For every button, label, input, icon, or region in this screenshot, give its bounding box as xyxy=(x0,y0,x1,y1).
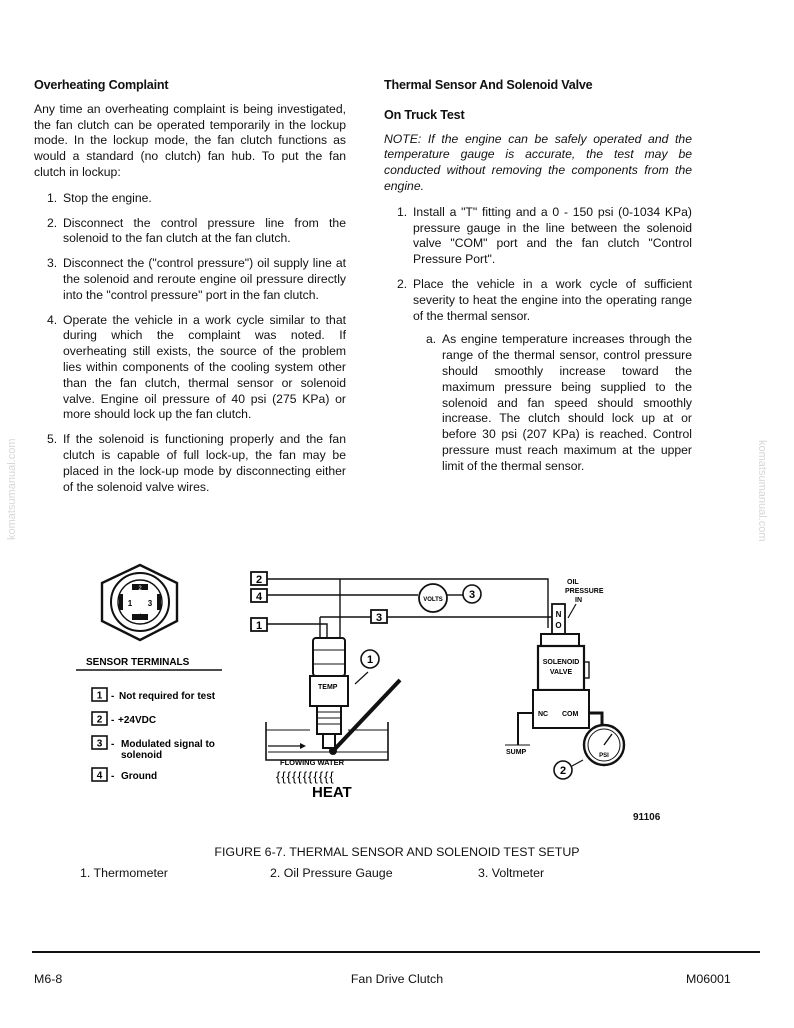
nc-label: NC xyxy=(538,711,549,718)
terminal-2-text: +24VDC xyxy=(118,715,157,726)
svg-text:-: - xyxy=(111,739,115,750)
step-text: Disconnect the ("control pressure") oil supply line at the solenoid and reroute engine oil pressure directly into the "control pressure" port in the fan clutch. xyxy=(63,256,346,302)
list-item xyxy=(34,313,346,424)
oil-label: OIL xyxy=(567,579,579,586)
callout-2: 2 xyxy=(559,765,567,777)
sump-label: SUMP xyxy=(506,749,527,756)
test-setup-diagram xyxy=(0,555,794,815)
list-item xyxy=(34,216,346,248)
step-number: 2. xyxy=(397,276,408,291)
terminal-3-text: Modulated signal to xyxy=(121,739,215,750)
step-number: 5. xyxy=(47,432,58,447)
list-item xyxy=(384,205,692,268)
pressure-label: PRESSURE xyxy=(565,588,604,595)
footer-page-number: M6-8 xyxy=(34,972,63,986)
thermal-sensor xyxy=(310,638,348,748)
heat-label: HEAT xyxy=(312,784,352,801)
lockup-steps-list xyxy=(34,191,346,496)
terminal-box-4: 4 xyxy=(96,770,103,782)
legend-item-thermometer: 1. Thermometer xyxy=(80,866,168,880)
watermark-right: komatsumanual.com xyxy=(756,440,768,542)
note-paragraph: NOTE: If the engine can be safely operated and the temperature gauge is accurate, the test may be conducted without removing the components from the engine. xyxy=(384,131,692,193)
wire-labels xyxy=(251,572,387,632)
step-number: 2. xyxy=(47,215,58,230)
legend-item-pressure-gauge: 2. Oil Pressure Gauge xyxy=(270,866,393,880)
solenoid-label: SOLENOID xyxy=(542,659,580,666)
list-item xyxy=(34,256,346,303)
substep xyxy=(413,332,692,474)
watermark-left: komatsumanual.com xyxy=(6,438,18,540)
callout-1: 1 xyxy=(366,654,374,666)
list-item xyxy=(34,432,346,495)
solenoid-valve xyxy=(505,579,604,756)
pin-3-label: 3 xyxy=(147,599,153,608)
terminal-legend xyxy=(92,688,216,782)
right-column xyxy=(384,78,692,484)
wire-2-label: 2 xyxy=(255,574,263,586)
pin-1-label: 1 xyxy=(127,599,133,608)
list-item xyxy=(384,277,692,475)
step-number: 4. xyxy=(47,312,58,327)
step-text: Operate the vehicle in a work cycle similar to that during which the complaint was noted. If overheating still exists, the source of the problem lies within components of the cooling system other than the fan clutch, thermal sensor or solenoid valve. Engine oil pressure of 40 psi (275 KPa) or more should lock up the fan clutch. xyxy=(63,312,346,422)
voltmeter xyxy=(419,584,481,612)
step-text: Place the vehicle in a work cycle of sufficient severity to heat the engine into the operating range of the thermal sensor. xyxy=(413,276,692,323)
sensor-hex-view xyxy=(102,565,177,640)
on-truck-test-heading: On Truck Test xyxy=(384,107,465,122)
port-n-label: N xyxy=(555,610,562,619)
substep-letter: a. xyxy=(426,332,437,347)
figure-number: 91106 xyxy=(633,812,661,823)
substep-text: As engine temperature increases through the range of the thermal sensor, control pressure should smoothly increase toward the maximum pressure being supplied to the solenoid and fan speed should smoothly increase. The clutch should lock up at or before 30 psi (207 KPa) is reached. Control pressure must reach maximum at the upper limit of the thermal sensor. xyxy=(442,332,692,473)
wiring xyxy=(267,579,560,638)
pin-2-label: 2 xyxy=(138,586,142,592)
overheating-heading: Overheating Complaint xyxy=(34,78,169,92)
left-column xyxy=(34,78,346,504)
terminal-3-text-line2: solenoid xyxy=(121,750,163,761)
heat-waves: {{{{{{{{{{{ xyxy=(276,769,335,784)
footer-section-title: Fan Drive Clutch xyxy=(350,972,444,986)
in-label: IN xyxy=(575,597,582,604)
flowing-water-label: FLOWING WATER xyxy=(280,758,345,767)
terminal-box-2: 2 xyxy=(96,714,103,726)
pin-4-label: 4 xyxy=(138,614,142,620)
port-o-label: O xyxy=(555,621,562,630)
step-text: Stop the engine. xyxy=(63,190,152,205)
step-text: If the solenoid is functioning properly and the fan clutch is capable of full lock-up, the fan may be placed in the lock-up mode by disconnecting either of the solenoid valve wires. xyxy=(63,432,346,494)
step-number: 3. xyxy=(47,256,58,271)
wire-4-label: 4 xyxy=(255,591,263,603)
step-number: 1. xyxy=(47,190,58,205)
com-label: COM xyxy=(562,711,579,718)
terminal-1-text: Not required for test xyxy=(119,691,216,702)
terminal-4-text: Ground xyxy=(121,771,158,782)
temp-label: TEMP xyxy=(318,684,338,691)
footer-rule xyxy=(32,951,760,953)
svg-text:-: - xyxy=(111,771,115,782)
overheating-intro: Any time an overheating complaint is being investigated, the fan clutch can be operated temporarily in the lockup mode. In the lockup mode, the fan clutch functions as would a standard (no clutch) fan hub. To put the fan clutch in lockup: xyxy=(34,101,346,179)
test-steps-list xyxy=(384,205,692,475)
volts-label: VOLTS xyxy=(423,597,443,603)
svg-text:-: - xyxy=(111,715,115,726)
wire-1-label: 1 xyxy=(255,620,263,632)
oil-pressure-gauge xyxy=(554,725,624,779)
footer-manual-code: M06001 xyxy=(686,972,731,986)
legend-item-voltmeter: 3. Voltmeter xyxy=(478,866,545,880)
terminal-box-1: 1 xyxy=(96,690,103,702)
terminal-box-3: 3 xyxy=(96,738,103,750)
svg-text:-: - xyxy=(111,691,115,702)
callout-3: 3 xyxy=(468,589,476,601)
thermal-sensor-heading: Thermal Sensor And Solenoid Valve xyxy=(384,78,593,92)
valve-label: VALVE xyxy=(549,669,573,676)
step-text: Install a "T" fitting and a 0 - 150 psi (0-1034 KPa) pressure gauge in the line between the solenoid valve "COM" port and the fan clutch "Control Pressure Port". xyxy=(413,204,692,267)
step-number: 1. xyxy=(397,204,408,219)
figure-caption: FIGURE 6-7. THERMAL SENSOR AND SOLENOID TEST SETUP xyxy=(214,845,580,859)
step-text: Disconnect the control pressure line from the solenoid to the fan clutch at the fan clutch. xyxy=(63,215,346,246)
list-item xyxy=(34,191,346,207)
sensor-terminals-label: SENSOR TERMINALS xyxy=(86,657,190,668)
psi-label: PSI xyxy=(599,753,609,759)
wire-3-label: 3 xyxy=(375,612,383,624)
